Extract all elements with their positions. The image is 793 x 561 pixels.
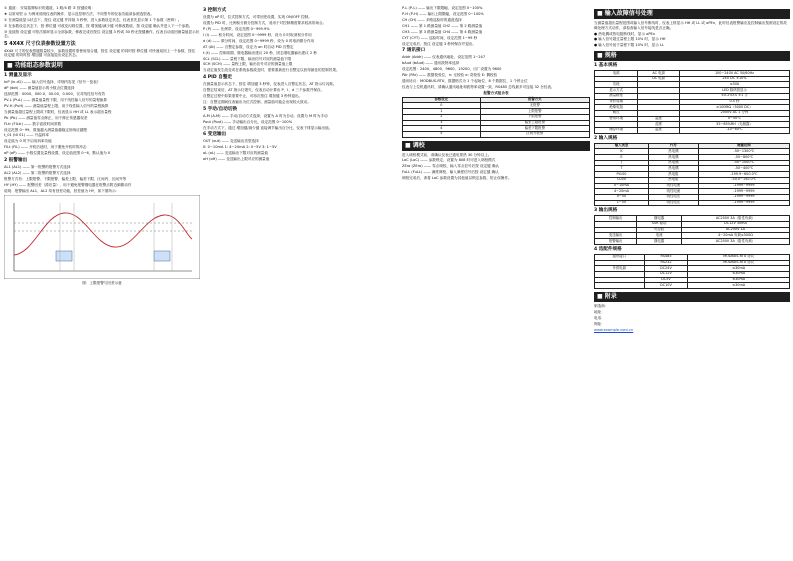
communication-note: 仪表与上位机通讯时，请确认通讯地址和波特率设置一致，RS485 总线最多可连接 32 台仪表。 <box>402 84 555 89</box>
param-item: ZEro (ZEro) —— 零点调校，输入零点信号后按 设定键 确认 <box>402 164 500 169</box>
column-2 <box>203 6 398 554</box>
table-cell: ≤5VA <box>679 82 789 88</box>
table-cell: 热电偶 <box>648 160 698 166</box>
param-item: CH (CH) —— 多路巡检时的通道选择 <box>402 17 462 22</box>
table-cell: MODBUS-RTU 协议 <box>688 254 790 260</box>
table-cell: DC10V <box>644 283 688 289</box>
appendix-item: 网址： <box>594 321 605 326</box>
alarm-param-list <box>4 165 200 193</box>
table-cell: 继电器 <box>637 239 682 245</box>
table-cell: 线性电流 <box>648 183 698 189</box>
table-cell: 显示方式 <box>595 88 638 94</box>
table-header-cell: 参数设定 <box>403 97 481 103</box>
table-cell: 热电偶 <box>648 166 698 172</box>
table-cell: ≤30mA <box>688 266 790 272</box>
table-cell: T <box>595 166 649 172</box>
param-item: CH3 —— 第 3 路测量值 CH4 —— 第 4 路测量值 <box>402 29 483 34</box>
param-item: dP (dot) —— 测量值显示的小数点位置选择 <box>4 86 75 91</box>
section-function-params: ■ 功能组态参数说明 <box>4 61 200 71</box>
section-appendix: ■ 附录 <box>594 292 790 302</box>
option-spec-table <box>594 254 790 289</box>
table-cell: -10~60℃ <box>679 127 789 133</box>
table-cell: ≤30mA <box>688 277 790 283</box>
alarm-table-body <box>403 103 590 137</box>
column-4 <box>594 6 790 554</box>
table-cell: 控制输出 <box>595 216 637 222</box>
save-note: 设定完成后，按住 设定键 3 秒钟保存并退出。 <box>402 41 476 46</box>
intro-text <box>4 6 200 39</box>
table-cell: Cu50 <box>595 177 649 183</box>
table-cell: 湿度 <box>638 122 680 128</box>
table-cell: 可控硅 <box>637 227 682 233</box>
param-item: 在手动方式下，通过 增加键/减少键 直接调节输出百分比，仪表下排显示输出值。 <box>203 125 333 130</box>
heading-control-mode: 3 控制方式 <box>203 8 227 13</box>
intro-paragraph: ③ 连续按 设定键 可依次循环显示全部参数，修改完成后按住 设定键 3 秒或 30 秒无按键操作，仪表自动返回测量值显示状态。 <box>4 29 200 39</box>
wave-alarm-on-1 <box>56 251 72 261</box>
param-item: HY (HY) —— 报警回差（滞后量），用于避免报警继电器在报警点附近频繁动作 <box>4 182 132 187</box>
param-item: 进入调校模式前，请确认仪表已通电预热 30 分钟以上。 <box>402 152 492 157</box>
table-cell: 绝缘电阻 <box>595 105 638 111</box>
website-link[interactable]: www.example.com.cn <box>594 327 634 332</box>
intro-paragraph: ② 在参数设定状态下，按 移位键 可改变闪烁位置，按 增加键/减少键 可修改数值，按 设定键 确认并进入下一个参数。 <box>4 23 193 28</box>
param-item: 报警方式有：上限报警、下限报警、偏差上限、偏差下限、区间内、区间外等 <box>4 176 127 181</box>
fault-item: ● 输入信号超过量程上限 10% 时，显示 HH <box>594 37 666 42</box>
table-cell: DC12V <box>644 271 688 277</box>
table-cell: 电流 <box>637 233 682 239</box>
table-header-cell: 代号 <box>648 143 698 149</box>
transmit-list <box>203 139 398 162</box>
column-3 <box>402 6 590 554</box>
table-cell: RS232 <box>644 260 688 266</box>
table-row <box>403 131 590 137</box>
heading-option-spec: 4 选配件规格 <box>594 246 622 252</box>
param-item: PAr (PAr) —— 数据校验位，n: 无校验 o: 奇校验 E: 偶校验 <box>402 73 498 78</box>
table-cell: E <box>595 155 649 161</box>
param-item: 设置为 oP 时，位式控制方式，可带回差设置，实现 ON/OFF 控制。 <box>203 15 312 20</box>
table-cell: 无报警 <box>480 103 589 109</box>
autotune-list <box>203 82 398 105</box>
table-cell: 热电阻 <box>648 177 698 183</box>
heading-autotune: 4 PID 自整定 <box>203 75 233 81</box>
param-item: OUT (out) —— 变送输出类型选择 <box>203 139 259 144</box>
table-cell: -50~400℃ <box>698 166 789 172</box>
param-item: 自整定过程中如果需要中止，可再次按住 增加键 3 秒钟退出。 <box>203 94 303 98</box>
fault-item: ● 输入信号低于量程下限 10% 时，显示 LL <box>594 43 665 48</box>
table-cell: 储存环境 <box>595 127 638 133</box>
param-item: FILt (FIL) —— 开机后延时，用于避免开机时的冲击 <box>4 145 87 150</box>
param-item: P-L (P-L) —— 输出下限限幅，设定范围 0~100% <box>402 6 483 10</box>
heading-input-spec: 2 输入规格 <box>594 135 618 141</box>
table-cell: 下限报警 <box>480 114 589 120</box>
param-item: 选择范围：0000、000.0、00.00、0.000，仅对线性信号有效 <box>4 92 106 97</box>
param-item: oL (oL) —— 变送输出下限对应的测量值 <box>203 151 268 156</box>
table-cell: ≤30mA <box>688 271 790 277</box>
fault-item: ● 热电偶或热电阻断线时，显示 oPEn <box>594 31 656 36</box>
table-cell: 外供电源 <box>595 266 645 272</box>
table-cell: 采样周期 <box>595 99 638 105</box>
param-item: InP (in-d1) —— 输入信号选择，详细内容见《信号一览表》 <box>4 80 101 85</box>
param-item: FuLL (FuLL) —— 满度调校，输入满度信号后按 设定键 确认 <box>402 170 499 175</box>
table-cell: 1~5V <box>595 200 649 206</box>
table-cell: K <box>595 149 649 155</box>
column-1 <box>4 6 200 554</box>
table-cell: -50.0~150.0℃ <box>698 177 789 183</box>
param-item: oH (oH) —— 变送输出上限对应的测量值 <box>203 157 270 162</box>
heading-basic-spec: 1 基本规格 <box>594 63 618 69</box>
control-note: 当设定值发生改变或在系统参数改变时，需要重新进行自整定以获得最佳的控制效果。 <box>203 68 340 73</box>
table-cell: AC250V 3A（阻性负载） <box>681 239 789 245</box>
intro-paragraph: ① 在测量值显示状态下，按住 设定键 并持续 3 秒钟，进入参数设定状态，仪表首先显示第 1 个参数（密码）。 <box>4 17 182 22</box>
table-cell: 线性电流 <box>648 189 698 195</box>
communication-list <box>402 55 590 83</box>
param-item: AL2 (AL2) —— 第二报警的报警方式选择 <box>4 170 71 175</box>
table-cell: 继电器 <box>637 216 682 222</box>
param-item: t (t) —— 控制周期，继电器输出建议 20 秒，固态继电器输出建议 2 秒 <box>203 50 317 55</box>
param-item: 注：自整定期间仪表输出为位式控制，测量值可能会出现较大波动。 <box>203 99 311 104</box>
output-spec-table <box>594 215 790 244</box>
heading-manual-auto: 5 手动/自动切换 <box>203 106 238 112</box>
table-cell: DC5V <box>644 277 688 283</box>
table-cell: SSR 驱动 <box>637 222 682 228</box>
input-fault-list <box>594 32 790 49</box>
intro-paragraph: ① 通道： 安装铭牌标识的通道，1 路/4 路 ② 按键说明： <box>4 6 95 10</box>
input-spec-table <box>594 143 790 207</box>
param-item: AL1 (AL1) —— 第一报警的报警方式选择 <box>4 165 71 170</box>
table-cell: 通讯接口 <box>595 254 645 260</box>
param-item: CH1 —— 第 1 路测量值 CH2 —— 第 2 路测量值 <box>402 23 483 28</box>
input-fault-text: 当测量值超出量程范围或输入信号断线时，仪表上排显示 HH 或 LL 或 oPEn，此时仪表报警输出及控制输出按照设定的故障处理方式动作，请检查输入信号接线是否正确。 <box>594 20 787 30</box>
wave-alarm-on-2 <box>154 251 170 261</box>
intro-paragraph: ★ 以常用型 ◎ 为例来说明仪表的操作、显示及控制方法，不同型号的仪表功能请参照选型表。 <box>4 11 154 16</box>
table-cell: 4~20mA 负载≤500Ω <box>681 233 789 239</box>
wave-caption: 图：上限报警与回差示意 <box>82 281 122 286</box>
table-cell: 24V DC ±10% <box>679 76 789 82</box>
table-row <box>595 127 790 133</box>
param-item: oP (oP) —— 小数位置及量程设置，设定值范围 0~6，默认值为 0 <box>4 151 111 156</box>
table-header-cell: 报警方式 <box>480 97 589 103</box>
table-cell: 区间外报警 <box>480 131 589 137</box>
table-cell: DC24V <box>644 266 688 272</box>
table-cell: 线性电压 <box>648 194 698 200</box>
table-cell: -50~1000℃ <box>698 160 789 166</box>
table-cell: AC 电源 <box>638 71 680 77</box>
param-item: Addr (Addr) —— 仪表通讯地址，设定范围 1~247 <box>402 55 486 60</box>
param-item: LoC (LoC) —— 参数锁定，设置为 808 时可进入调校模式 <box>402 158 496 163</box>
table-cell: 1 <box>403 109 481 115</box>
table-cell: -1999~9999 <box>698 189 789 195</box>
param-item: CYT (CYT) —— 巡检时间，设定范围 1~99 秒 <box>402 35 478 40</box>
table-cell: 测量精度 <box>595 93 638 99</box>
param-item: SCH (SCH) —— 量程上限，输出信号对应的测量值上限 <box>203 62 293 67</box>
param-item: 通讯协议：MODBUS-RTU，数据格式为 1 个起始位、8 个数据位、1 个停止位 <box>402 79 528 84</box>
table-cell: Pt100 <box>595 172 649 178</box>
table-cell: 偏差下限报警 <box>480 126 589 132</box>
param-item: 说明：报警输出 AL1、AL2 均有回差功能，回差值为 HY，如下图所示： <box>4 188 120 193</box>
table-cell: 功耗 <box>595 82 638 88</box>
table-cell: ≤30mA <box>688 283 790 289</box>
section-specs: ■ 规格 <box>594 51 790 61</box>
table-cell <box>595 283 645 289</box>
table-cell: 4~20mA <box>595 189 649 195</box>
basic-spec-table <box>594 70 790 134</box>
param-item: FLtr (FILtr) —— 数字滤波时间常数 <box>4 121 62 126</box>
table-cell: 2 <box>403 114 481 120</box>
param-item: PV-L (PuL) —— 测量值量程下限，用于线性输入信号的量程换算 <box>4 97 107 102</box>
control-param-list <box>203 15 398 67</box>
table-cell: 0 <box>403 103 481 109</box>
appendix-item: 地址： <box>594 309 605 314</box>
param-item: Pout (Pout) —— 手动输出百分比，设定范围 0~100% <box>203 119 293 124</box>
table-cell: 偏差上限报警 <box>480 120 589 126</box>
table-cell: 2000V AC 1 分钟 <box>679 110 789 116</box>
table-cell: DC 电源 <box>638 76 680 82</box>
table-cell: 5 <box>403 131 481 137</box>
table-cell: 35~85%RH（无凝露） <box>679 122 789 128</box>
param-item: 设置为 PID 时，比例积分微分控制方式，适用于对控制精度要求较高的场合。 <box>203 20 327 25</box>
table-cell: -50~1300℃ <box>698 149 789 155</box>
table-cell: AC250V 1A <box>681 227 789 233</box>
param-item: 设定范围 0~99，数值越大测量值越稳定但响应越慢 <box>4 127 87 132</box>
param-item: 在测量值显示状态下，按住 增加键 3 秒钟，仪表进入自整定状态，AT 指示灯闪烁。 <box>203 82 337 87</box>
section-calibration: ■ 调校 <box>402 141 590 151</box>
table-cell: 热电偶 <box>648 155 698 161</box>
table-header-cell: 测量范围 <box>698 143 789 149</box>
appendix-item: 制造商： <box>594 303 609 308</box>
table-cell: 线性电压 <box>648 200 698 206</box>
table-row <box>595 283 790 289</box>
param-item: 调校完成后，请将 LoC 参数设置为其他值以锁定参数，防止误操作。 <box>402 176 512 181</box>
table-cell: -1999~9999 <box>698 194 789 200</box>
table-cell: 变送输出 <box>595 233 637 239</box>
table-cell: J <box>595 160 649 166</box>
heading-panel-setting: 5 4X4X 尺寸仪表参数设置方法 <box>4 41 76 48</box>
param-item: d (d) —— 微分时间，设定范围 0~9999 秒，设为 0 时取消微分作用 <box>203 38 315 43</box>
alarm-waveform-diagram <box>4 195 200 279</box>
table-cell: DC12V 30mA <box>681 222 789 228</box>
param-item: AT (At) —— 自整定参数，设定为 on 时启动 PID 自整定 <box>203 44 294 49</box>
table-cell: 4 <box>403 126 481 132</box>
heading-input-display: 1 测量及显示 <box>4 73 32 79</box>
table-cell: 热电阻 <box>648 172 698 178</box>
param-item: t_01 (t0 01) —— 升温斜率 <box>4 133 49 138</box>
heading-alarm-output: 2 报警输出 <box>4 157 28 163</box>
param-item: 设定值为 0 时不启用斜率功能 <box>4 139 52 144</box>
param-item: P (P) —— 比例带，设定范围 0~999.9% <box>203 26 270 31</box>
table-cell: -50~800℃ <box>698 155 789 161</box>
appendix-item: 电话： <box>594 315 605 320</box>
table-cell: 温度 <box>638 116 680 122</box>
table-cell: 0~5V <box>595 194 649 200</box>
table-header-cell: 输入类型 <box>595 143 649 149</box>
param-item: Pb (Pb) —— 测量值零点修正，用于修正传感器误差 <box>4 115 88 120</box>
input-param-list <box>4 80 200 156</box>
table-cell: 0~10mA <box>595 183 649 189</box>
alarm-table-caption: 报警方式组合表 <box>483 90 509 95</box>
table-row <box>595 239 790 245</box>
alarm-mode-table <box>402 97 590 138</box>
table-cell: 使用环境 <box>595 116 638 122</box>
table-cell: -1999~9999 <box>698 183 789 189</box>
table-cell: 耐压 <box>595 110 638 116</box>
table-cell: 温度 <box>638 127 680 133</box>
manual-list <box>203 114 398 131</box>
table-cell: LED 数码管显示 <box>679 88 789 94</box>
appendix-list <box>594 304 790 327</box>
param-item: 当测量值超过量程上限或下限时，仪表显示 HH 或 LL 表示超出量程 <box>4 109 112 114</box>
param-item: I (I) —— 积分时间，设定范围 0~9999 秒，设为 0 时取消积分作用 <box>203 32 312 37</box>
table-cell: 电源 <box>595 71 638 77</box>
limit-param-list <box>402 6 590 40</box>
panel-setting-text: 4X4X 尺寸的仪表按键数量较少，参数设置时需使用组合键，按住 设定键 的同时按 移位键 可快速返回上一个参数，按住 设定键 的同时按 增加键 可直接退出设定状态。 <box>4 48 196 58</box>
param-item: PV-H (PuH) —— 测量值量程上限，用于线性输入信号的量程换算 <box>4 103 109 108</box>
table-cell: ≥100MΩ（500V DC） <box>679 105 789 111</box>
param-item: A-M (A-M) —— 手动/自动方式选择，设置为 A 时为自动，设置为 M 时为手动 <box>203 113 328 118</box>
param-item: 自整定结束后，AT 指示灯熄灭，仪表自动计算出 P、I、d 三个参数并保存。 <box>203 88 325 93</box>
table-cell: MODBUS-RTU 协议 <box>688 260 790 266</box>
table-cell: 100~240V AC 50/60Hz <box>679 71 789 77</box>
param-item: SCL (SCL) —— 量程下限，输出信号对应的测量值下限 <box>203 56 292 61</box>
heading-communication: 7 通讯接口 <box>402 48 426 54</box>
table-cell: ±0.2%F.S ±1 字 <box>679 93 789 99</box>
heading-transmit-output: 6 变送输出 <box>203 132 227 138</box>
heading-output-spec: 3 输出规格 <box>594 208 618 214</box>
table-cell: 0.5 秒 <box>679 99 789 105</box>
param-item: 设定范围：2400、4800、9600、19200，出厂设置为 9600 <box>402 67 502 72</box>
table-cell: 报警输出 <box>595 239 637 245</box>
table-row <box>595 200 790 206</box>
table-cell: -1999~9999 <box>698 200 789 206</box>
param-item: bAud (bAud) —— 通讯波特率选择 <box>402 61 460 66</box>
section-input-fault: ■ 输入故障信号处理 <box>594 9 790 19</box>
table-cell: 上限报警 <box>480 109 589 115</box>
table-cell: AC250V 3A（阻性负载） <box>681 216 789 222</box>
param-item: 0: 0~10mA 1: 4~20mA 2: 0~5V 3: 1~5V <box>203 145 277 150</box>
table-cell: 3 <box>403 120 481 126</box>
table-cell: RS485 <box>644 254 688 260</box>
calibration-list <box>402 153 590 181</box>
param-item: P-H (P-H) —— 输出上限限幅，设定范围 0~100% <box>402 11 484 16</box>
table-cell: 0~50℃ <box>679 116 789 122</box>
table-cell: 热电偶 <box>648 149 698 155</box>
table-cell: -199.9~600.0℃ <box>698 172 789 178</box>
